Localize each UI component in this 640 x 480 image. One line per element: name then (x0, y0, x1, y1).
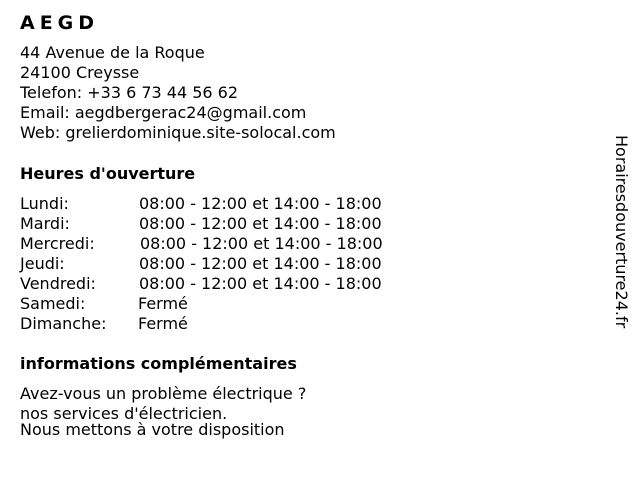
day-label: Dimanche: (20, 314, 107, 333)
day-label: Samedi: (20, 294, 86, 313)
email-line: Email: aegdbergerac24@gmail.com (20, 103, 307, 122)
site-watermark: Horairesdouverture24.fr (612, 135, 631, 329)
day-label: Lundi: (20, 194, 69, 213)
day-label: Mercredi: (20, 234, 95, 253)
hours-heading: Heures d'ouverture (20, 164, 196, 183)
web-line: Web: grelierdominique.site-solocal.com (20, 123, 336, 142)
phone-line: Telefon: +33 6 73 44 56 62 (20, 83, 239, 102)
address-line2: 24100 Creysse (20, 63, 140, 82)
info-line1: Avez-vous un problème électrique ? (20, 384, 307, 403)
info-line3: Nous mettons à votre disposition (20, 420, 285, 439)
day-label: Jeudi: (20, 254, 65, 273)
time-value: 08:00 - 12:00 et 14:00 - 18:00 (139, 254, 382, 273)
info-text (20, 384, 306, 440)
day-label: Mardi: (20, 214, 70, 233)
time-value: 08:00 - 12:00 et 14:00 - 18:00 (139, 194, 382, 213)
business-name: AEGD (20, 12, 100, 34)
time-value: Fermé (138, 314, 188, 333)
time-value: 08:00 - 12:00 et 14:00 - 18:00 (140, 234, 383, 253)
time-value: 08:00 - 12:00 et 14:00 - 18:00 (139, 274, 382, 293)
info-line2: nos services d'électricien. (20, 404, 228, 423)
time-value: 08:00 - 12:00 et 14:00 - 18:00 (139, 214, 382, 233)
info-heading: informations complémentaires (20, 354, 297, 373)
day-label: Vendredi: (20, 274, 96, 293)
address-line1: 44 Avenue de la Roque (20, 43, 205, 62)
contact-block (20, 43, 336, 143)
time-value: Fermé (138, 294, 188, 313)
